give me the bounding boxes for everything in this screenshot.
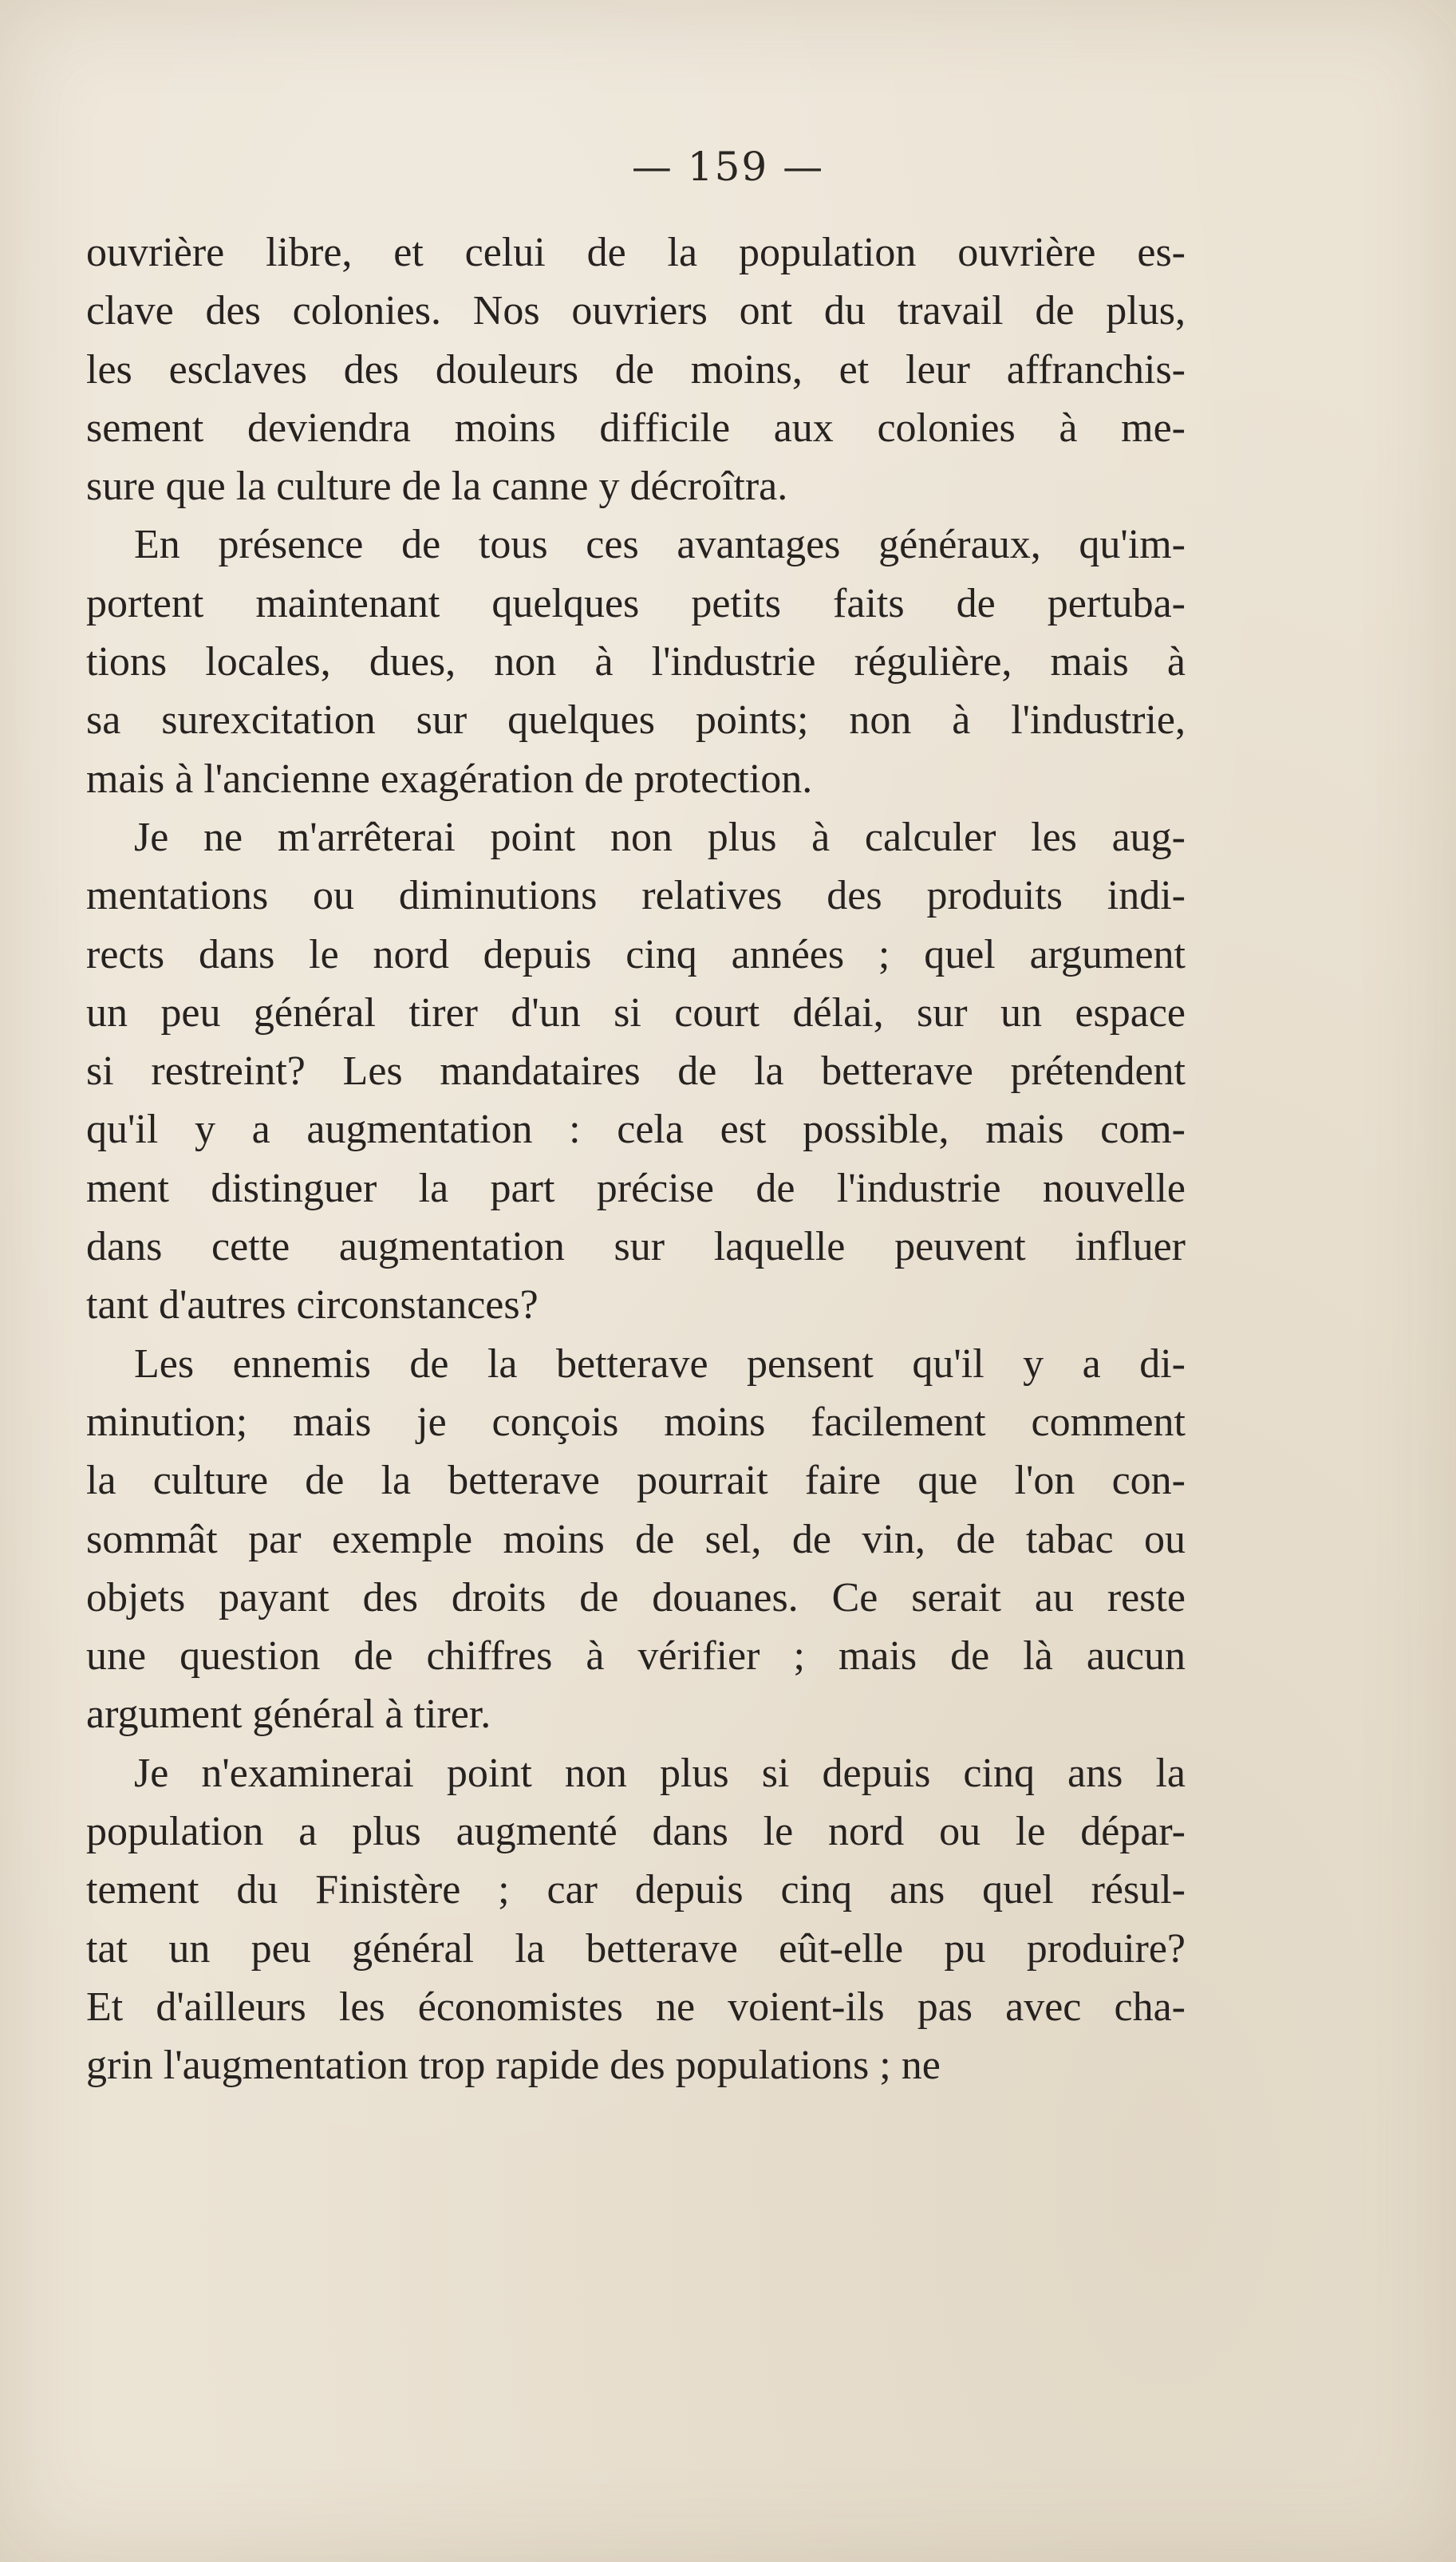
text-line: rects dans le nord depuis cinq années ; quel argument [86, 931, 1186, 977]
text-line: objets payant des droits de douanes. Ce serait au reste [86, 1574, 1186, 1620]
paragraph-2 [86, 515, 1186, 807]
text-line: sa surexcitation sur quelques points; non à l'industrie, [86, 697, 1186, 744]
text-line: les esclaves des douleurs de moins, et leur affranchis- [86, 346, 1186, 393]
text-line: dans cette augmentation sur laquelle peuvent influer [86, 1224, 1186, 1270]
text-line: Et d'ailleurs les économistes ne voient-ils pas avec cha- [86, 1984, 1186, 2030]
text-line: En présence de tous ces avantages généraux, qu'im- [134, 522, 1186, 568]
text-line: tant d'autres circonstances? [86, 1282, 539, 1328]
text-line: grin l'augmentation trop rapide des populations ; ne [86, 2043, 941, 2089]
paragraph-1 [86, 223, 1186, 515]
text-line: une question de chiffres à vérifier ; mais de là aucun [86, 1633, 1186, 1680]
text-line: tions locales, dues, non à l'industrie régulière, mais à [86, 639, 1186, 685]
paragraph-4 [86, 1335, 1186, 1744]
body-text [86, 223, 1186, 2095]
text-line: si restreint? Les mandataires de la betterave prétendent [86, 1048, 1186, 1095]
text-line: population a plus augmenté dans le nord ou le dépar- [86, 1809, 1186, 1855]
text-line: minution; mais je conçois moins facilement comment [86, 1399, 1186, 1445]
text-line: Les ennemis de la betterave pensent qu'il y a di- [134, 1340, 1186, 1387]
text-line: argument général à tirer. [86, 1692, 491, 1738]
text-line: mais à l'ancienne exagération de protection. [86, 756, 813, 802]
text-line: la culture de la betterave pourrait faire que l'on con- [86, 1458, 1186, 1504]
text-line: mentations ou diminutions relatives des produits indi- [86, 873, 1186, 919]
text-line: sommât par exemple moins de sel, de vin, de tabac ou [86, 1516, 1186, 1562]
text-line: Je n'examinerai point non plus si depuis cinq ans la [134, 1750, 1186, 1796]
text-line: tat un peu général la betterave eût-elle pu produire? [86, 1925, 1186, 1972]
text-line: Je ne m'arrêterai point non plus à calculer les aug- [134, 814, 1186, 860]
text-line: ouvrière libre, et celui de la population ouvrière es- [86, 230, 1186, 275]
text-line: portent maintenant quelques petits faits de pertuba- [86, 580, 1186, 626]
text-line: ment distinguer la part précise de l'industrie nouvelle [86, 1165, 1186, 1211]
paragraph-5 [86, 1744, 1186, 2095]
text-line: qu'il y a augmentation : cela est possible, mais com- [86, 1107, 1186, 1153]
text-line: tement du Finistère ; car depuis cinq ans quel résul- [86, 1867, 1186, 1913]
text-line: sure que la culture de la canne y décroîtra. [86, 464, 788, 510]
page-number: — 159 — [631, 144, 825, 190]
text-line: sement deviendra moins difficile aux colonies à me- [86, 405, 1186, 451]
text-line: un peu général tirer d'un si court délai, sur un espace [86, 989, 1186, 1036]
text-line: clave des colonies. Nos ouvriers ont du travail de plus, [86, 288, 1186, 334]
paragraph-3 [86, 808, 1186, 1335]
